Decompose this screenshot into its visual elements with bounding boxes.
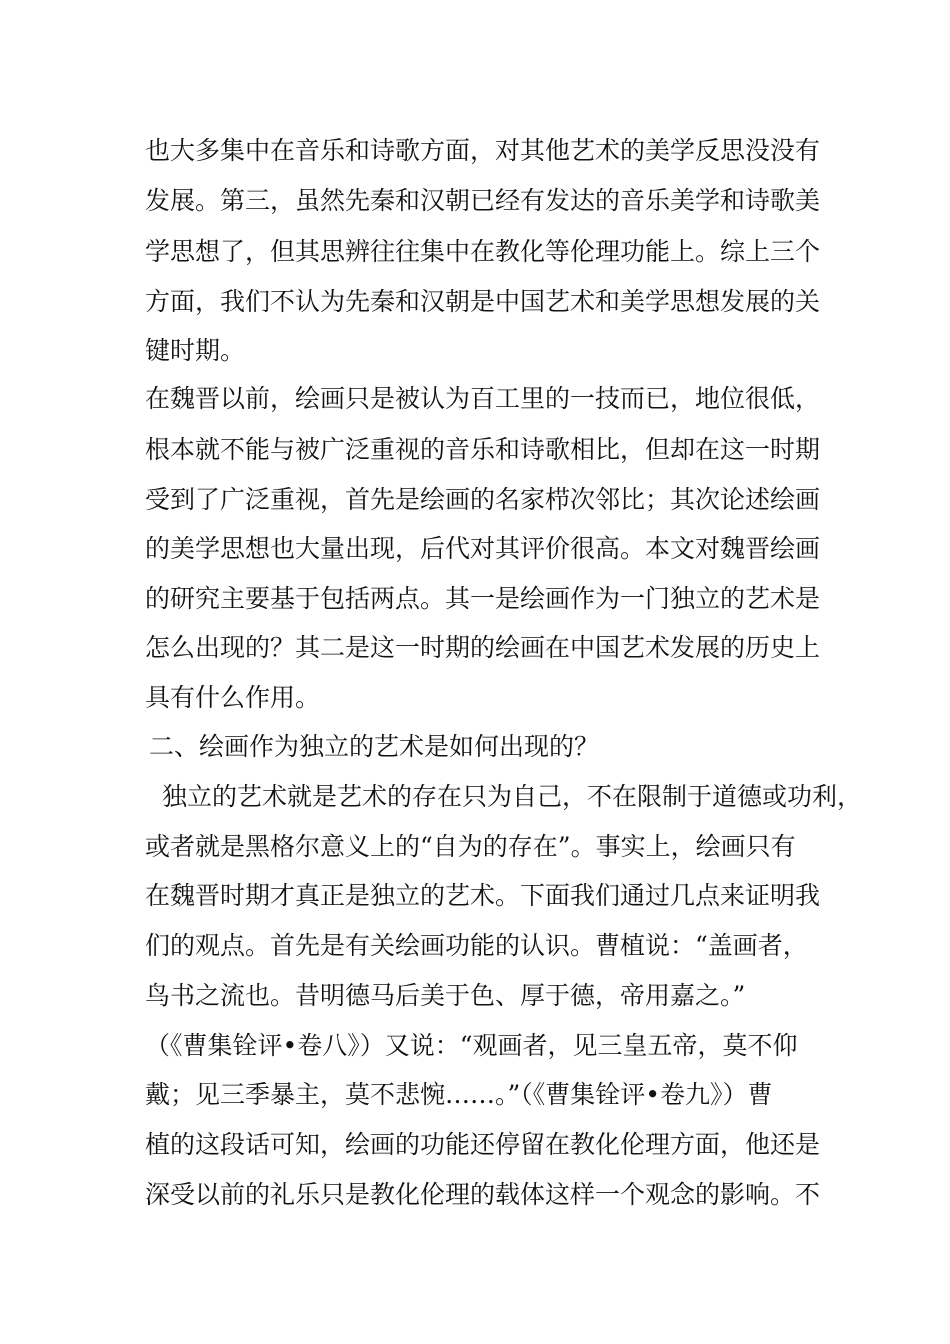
text-line: 怎么出现的？其二是这一时期的绘画在中国艺术发展的历史上 [145,633,821,662]
text-line: 在魏晋时期才真正是独立的艺术。下面我们通过几点来证明我 [145,881,821,910]
text-line: 受到了广泛重视，首先是绘画的名家栉次邻比；其次论述绘画 [145,485,821,514]
text-line: 戴；见三季暴主，莫不悲惋……。”（《曹集铨评•卷九》）曹 [145,1080,773,1109]
text-line: 独立的艺术就是艺术的存在只为自己，不在限制于道德或功利， [162,782,863,811]
text-line: 具有什么作用。 [145,683,321,712]
text-line: 或者就是黑格尔意义上的“自为的存在”。事实上，绘画只有 [145,832,796,861]
section-heading: 二、绘画作为独立的艺术是如何出现的？ [149,732,600,761]
text-line: 的研究主要基于包括两点。其一是绘画作为一门独立的艺术是 [145,584,821,613]
text-line: 的美学思想也大量出现，后代对其评价很高。本文对魏晋绘画 [145,534,821,563]
text-line: 学思想了，但其思辨往往集中在教化等伦理功能上。综上三个 [145,237,821,266]
text-line: 在魏晋以前，绘画只是被认为百工里的一技而已，地位很低， [145,384,821,413]
text-line: 植的这段话可知，绘画的功能还停留在教化伦理方面，他还是 [145,1130,821,1159]
text-line: 也大多集中在音乐和诗歌方面，对其他艺术的美学反思没没有 [145,136,821,165]
text-line: 深受以前的礼乐只是教化伦理的载体这样一个观念的影响。不 [145,1180,821,1209]
text-line: （《曹集铨评•卷八》）又说：“观画者，见三皇五帝，莫不仰 [145,1031,798,1060]
text-line: 方面，我们不认为先秦和汉朝是中国艺术和美学思想发展的关 [145,287,821,316]
text-line: 们的观点。首先是有关绘画功能的认识。曹植说：“盖画者， [145,931,808,960]
text-line: 键时期。 [145,336,246,365]
text-line: 根本就不能与被广泛重视的音乐和诗歌相比，但却在这一时期 [145,435,821,464]
text-line: 发展。第三，虽然先秦和汉朝已经有发达的音乐美学和诗歌美 [145,186,821,215]
text-line: 鸟书之流也。昔明德马后美于色、厚于德，帝用嘉之。” [145,981,746,1010]
